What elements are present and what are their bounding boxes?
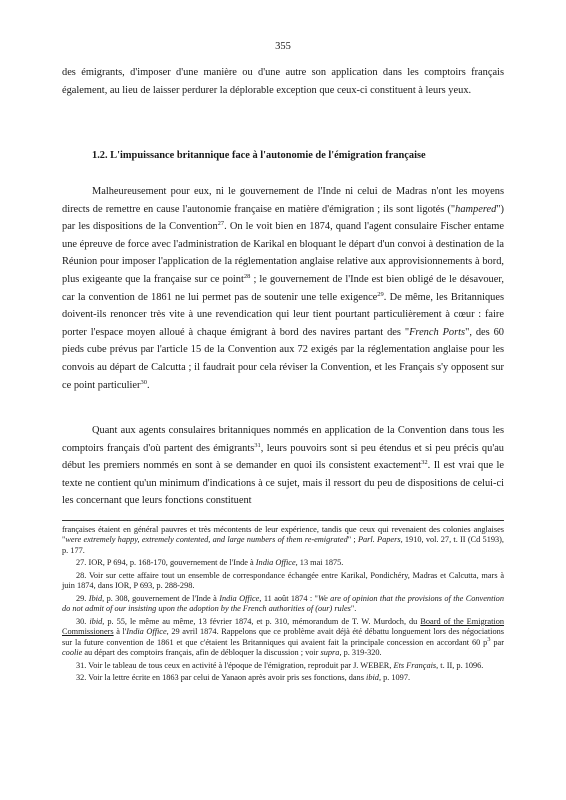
footnote-28: 28. Voir sur cette affaire tout un ensemble de correspondance échangée entre Karikal, Pondichéry, Madras et Calcutta, mars à juin 1874, dans IOR, P 693, p. 288-298.	[62, 571, 504, 591]
paragraph-1: Malheureusement pour eux, ni le gouvernement de l'Inde ni celui de Madras n'ont les moyens directs de remettre en cause l'autonomie française en matière d'émigration ; ils sont ligotés ("hampered") par les dispositions de la Convention$^{27}$. On le voit bien en 1874, quand l'agent consulaire Fischer entame une épreuve de force avec l'administration de Karikal en bloquant le départ d'un convoi à destination de la Réunion pour imposer l'application de la réglementation anglaise relative aux approvisionnements à bord, plus exigeante que la française sur ce point$^{28}$ ; le gouvernement de l'Inde est bien obligé de le désavouer, car la convention de 1861 ne lui permet pas de soutenir une telle exigence$^{29}$. De même, les Britanniques doivent-ils renoncer très vite à une revendication qui leur tient pourtant particulièrement à cœur : faire porter l'espace moyen alloué à chaque émigrant à bord des navires partant des "French Ports", des 60 pieds cube prévus par l'article 15 de la Convention aux 72 exigés par la réglementation anglaise pour les convois au départ de Calcutta ; il faudrait pour cela réviser la Convention, et les Français s'y opposent sur ce point particulier$^{30}$.	[62, 186, 505, 391]
footnote-ref-31: 31	[254, 441, 261, 449]
paragraph-2: Quant aux agents consulaires britanniques nommés en application de la Convention dans tous les comptoirs français d'où partent des émigrants$^{31}$, leurs pouvoirs sont si peu étendus et si peu précis qu'au début les premiers nommés en sont à se demander en quoi ils consistent exactement$^{32}$. Il est vrai que le texte ne contient qu'un minimum d'indications à ce sujet, mais il ressort du peu de dispositions de celui-ci les concernant que leurs fonctions constituent	[62, 425, 504, 507]
section-heading: 1.2. L'impuissance britannique face à l'autonomie de l'émigration française	[92, 150, 426, 161]
footnote-31: 31. Voir le tableau de tous ceux en activité à l'époque de l'émigration, reproduit par J. WEBER, Ets Français, t. II, p. 1096.	[76, 660, 484, 670]
footnote-27: 27. IOR, P 694, p. 168-170, gouvernement de l'Inde à India Office, 13 mai 1875.	[76, 558, 344, 568]
footnote-30: 30. ibid, p. 55, le même au même, 13 février 1874, et p. 310, mémorandum de T. W. Murdoch, du Board of the Emigration Commissioners à l'India Office, 29 avril 1874. Rappelons que ce problème avait déjà été débattu longuement lors des négociations sur la future convention de 1861 et que c'étaient les Britanniques qui avaient fait la principale concession en accordant 60 $p^3$ par coolie au départ des comptoirs français, afin de débloquer la discussion ; voir supra, p. 319-320.	[62, 617, 505, 658]
footnote-ref-28: 28	[243, 272, 251, 280]
footnote-29: 29. Ibid, p. 308, gouvernement de l'Inde à India Office, 11 août 1874 : "We are of opinion that the provisions of the Convention do not admit of our insisting upon the adoption by the French authorities of (our) rules".	[62, 594, 504, 614]
page-number: 355	[275, 41, 291, 52]
footnote-continuation: françaises étaient en général pauvres et très mécontents de leur expérience, tandis que ceux qui revenaient des colonies anglaises "were extremely happy, extremely contented, and large numbers of them re-emigrated" ; Parl. Papers, 1910, vol. 27, t. II (Cd 5193), p. 177.	[62, 525, 504, 555]
footnote-32: 32. Voir la lettre écrite en 1863 par celui de Yanaon après avoir pris ses fonctions, dans ibid, p. 1097.	[76, 673, 411, 683]
paragraph-continuation: des émigrants, d'imposer d'une manière ou d'une autre son application dans les comptoirs français également, au lieu de laisser perdurer la déplorable exception que ceux-ci constituent à leurs yeux.	[62, 67, 504, 96]
footnotes	[62, 525, 504, 686]
footnote-ref-29: 29	[377, 290, 384, 298]
footnote-ref-32: 32	[421, 459, 428, 467]
footnote-ref-27: 27	[217, 220, 225, 228]
footnote-divider	[62, 520, 504, 521]
footnote-ref-30: 30	[140, 378, 147, 386]
